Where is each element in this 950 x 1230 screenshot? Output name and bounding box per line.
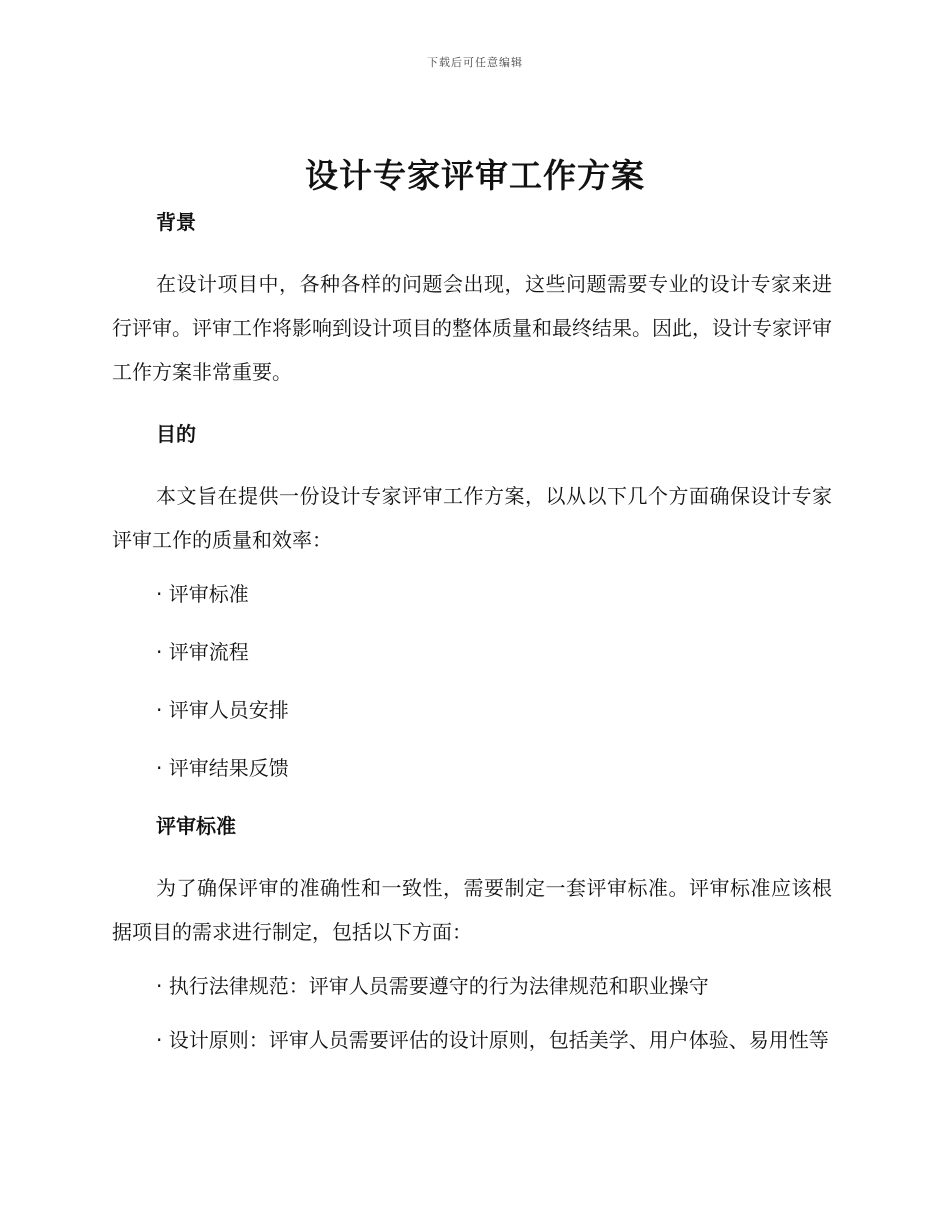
paragraph: 在设计项目中，各种各样的问题会出现，这些问题需要专业的设计专家来进行评审。评审工作将影响到设计项目的整体质量和最终结果。因此，设计专家评审工作方案非常重要。 [112,272,832,384]
document-title: 设计专家评审工作方案 [305,156,645,195]
list-item: · 设计原则：评审人员需要评估的设计原则，包括美学、用户体验、易用性等 [156,1028,829,1052]
section-heading: 背景 [156,210,196,234]
section-heading: 评审标准 [156,814,236,838]
list-item: · 评审流程 [156,640,249,664]
list-item: · 评审标准 [156,582,249,606]
section-heading: 目的 [156,422,196,446]
document-body [112,204,832,1062]
section-criteria [112,808,832,1062]
list-item: · 评审人员安排 [156,698,289,722]
page-header-note: 下载后可任意编辑 [427,56,523,69]
list-item: · 评审结果反馈 [156,756,289,780]
paragraph: 本文旨在提供一份设计专家评审工作方案，以从以下几个方面确保设计专家评审工作的质量和效率： [112,484,832,552]
paragraph: 为了确保评审的准确性和一致性，需要制定一套评审标准。评审标准应该根据项目的需求进行制定，包括以下方面： [112,876,832,944]
section-background [112,204,832,394]
list-item: · 执行法律规范：评审人员需要遵守的行为法律规范和职业操守 [156,974,709,998]
section-purpose [112,416,832,786]
